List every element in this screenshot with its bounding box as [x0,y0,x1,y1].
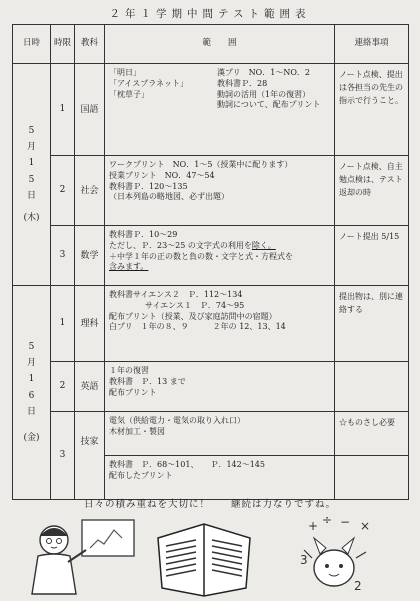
svg-text:+: + [308,519,319,533]
range-line: 教科書サイエンス２ Ｐ．112～134 [109,290,243,299]
range-line: 配布したプリント [109,470,173,480]
weekday-label: (木) [23,212,40,223]
date-char: 月 [26,358,36,369]
range-line: 「枕草子」 動詞の活用（1年の復習） [109,89,311,99]
date-char: 日 [26,190,36,201]
svg-text:÷: ÷ [322,513,333,527]
subject-cell: 数学 [75,226,105,286]
date-char: 5 [28,125,35,136]
notes-cell: ☆ものさし必要 [335,412,409,456]
subject-cell: 理科 [75,286,105,362]
range-line: 教科書 Ｐ．13 まで [109,376,186,386]
date-cell-day1 [13,64,51,286]
test-range-table [12,24,409,500]
range-line: ただし、Ｐ．23～25 の文字式の利用を除く。 [109,240,276,250]
footer-motto: 日々の積み重ねを大切に！ 継続は力なりですね。 [83,499,336,510]
header-range: 範 囲 [105,25,335,64]
period-cell: 3 [51,412,75,500]
subject-tech-label: 技家 [80,436,99,447]
range-cell [105,362,335,412]
table-row [13,226,409,286]
subject-cell [75,412,105,500]
date-char: 日 [26,406,36,417]
table-row [13,64,409,156]
range-line: ワークプリント NO．1～5（授業中に配ります） [109,160,293,169]
range-cell-tech [105,412,335,456]
notes-cell [335,362,409,412]
range-cell [105,286,335,362]
range-cell [105,156,335,226]
range-line: 教科書Ｐ．120～135 [109,181,188,191]
range-line: 動詞について、配布プリント [217,100,321,110]
notes-cell: 提出物は、別に連絡する [335,286,409,362]
range-cell [105,64,335,156]
notes-cell: ノート点検、自主勉点検は、テスト返却の時 [335,156,409,226]
header-subject: 教科 [75,25,105,64]
notes-cell: ノート点検、提出は各担当の先生の指示で行うこと。 [335,64,409,156]
open-book-icon [150,518,260,598]
page-title: ２年１学期中間テスト範囲表 [109,8,311,20]
range-cell-home [105,456,335,500]
subject-cell: 国語 [75,64,105,156]
weekday-label: (金) [23,432,40,443]
range-line: サイエンス１ Ｐ．74～95 [145,300,245,310]
date-char: 5 [28,341,35,352]
period-cell: 2 [51,156,75,226]
range-line: 含みます。 [109,262,149,272]
header-notes: 連絡事項 [335,25,409,64]
teacher-at-board-icon [20,514,140,598]
range-cell [105,226,335,286]
svg-text:−: − [340,515,351,529]
range-line: 白プリ １年の８、９ ２年の 12、13、14 [109,322,286,332]
subject-cell: 英語 [75,362,105,412]
range-line: 木材加工・製図 [109,426,165,436]
range-line: 「明日」 漢プリ NO．1～NO．2 [109,68,310,77]
table-row [13,156,409,226]
svg-text:×: × [360,519,371,533]
notes-cell [335,456,409,500]
range-line: ＋中学１年の正の数と負の数・文字と式・方程式を [109,251,293,261]
range-line: 授業プリント NO．47～54 [109,170,215,180]
period-cell: 3 [51,226,75,286]
header-row [13,25,409,64]
date-char: 6 [28,390,35,401]
table-row [13,412,409,456]
range-line: 配布プリント（授業、及び家庭訪問中の宿題） [109,311,277,321]
range-line: １年の復習 [109,366,149,375]
subject-cell: 社会 [75,156,105,226]
period-cell: 1 [51,64,75,156]
range-line: 教科書Ｐ．10～29 [109,230,178,239]
period-cell: 2 [51,362,75,412]
header-period: 時限 [51,25,75,64]
math-creature-icon [300,512,380,596]
svg-text:2: 2 [354,579,362,593]
range-line: （日本列島の略地図、必ず出題） [109,192,229,202]
date-char: 月 [26,142,36,153]
date-char: 5 [28,174,35,185]
date-char: 1 [28,374,35,385]
date-cell-day2 [13,286,51,500]
table-row [13,362,409,412]
svg-text:3: 3 [300,553,308,567]
table-row [13,286,409,362]
range-line: 配布プリント [109,387,157,397]
period-cell: 1 [51,286,75,362]
range-line: 「アイスプラネット」 教科書Ｐ．28 [109,78,268,88]
range-line: 電気（供給電力・電気の取り入れ口） [109,416,245,425]
range-line: 教科書 Ｐ．68～101、 Ｐ．142～145 [109,460,265,469]
notes-cell: ノート提出 5/15 [335,226,409,286]
header-date: 日時 [13,25,51,64]
date-char: 1 [28,158,35,169]
